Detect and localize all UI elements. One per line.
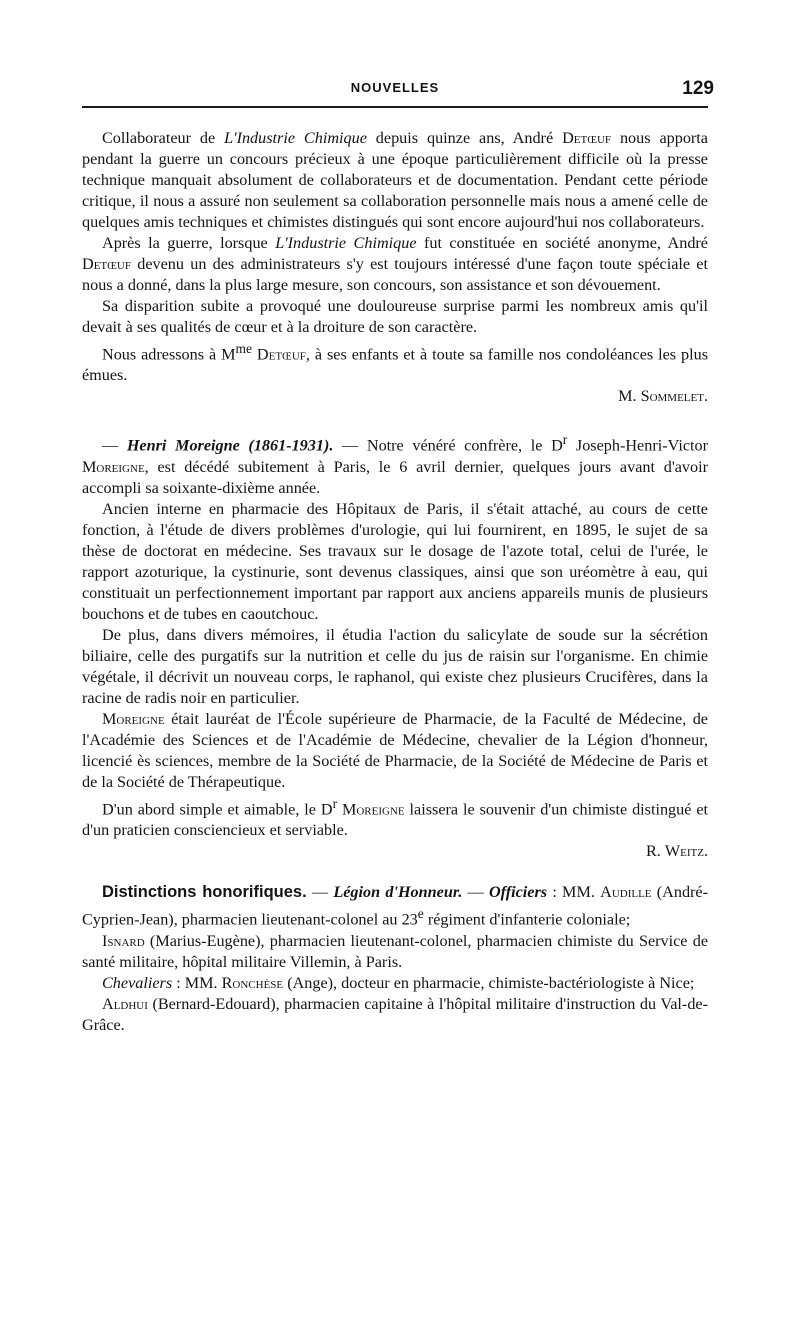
paragraph — [82, 429, 708, 498]
obituary-title: Henri Moreigne (1861-1931). — [126, 436, 334, 455]
section-gap — [82, 407, 708, 429]
text-span: devenu un des administrateurs s'y est toujours intéressé d'une façon toute spéciale et nous a donné, dans la plus large mesure, son concours, son assistance et son dévouement. — [82, 255, 708, 294]
journal-title: L'Industrie Chimique — [224, 129, 367, 147]
section-gap — [82, 862, 708, 882]
text-span: — — [102, 436, 127, 455]
text-span: était lauréat de l'École supérieure de Pharmacie, de la Faculté de Médecine, de l'Académie des Sciences et de l'Académie de Médecine, chevalier de la Légion d'honneur, licencié ès sciences, membre de la Société de Pharmacie, de la Société de Médecine de Paris et de la Société de Thérapeutique. — [82, 709, 708, 791]
rank-label: Chevaliers — [102, 973, 173, 992]
text-span: — Notre vénéré confrère, le D — [333, 436, 563, 455]
person-name: Moreigne — [82, 457, 145, 476]
article-body — [82, 128, 708, 1036]
person-name: Detœuf — [256, 345, 306, 364]
superscript: r — [332, 795, 338, 811]
paragraph — [82, 128, 708, 233]
person-name: Ronchèse — [221, 973, 284, 992]
person-name: Audille — [600, 883, 652, 902]
signature-initial: M. — [618, 387, 641, 406]
paragraph — [82, 793, 708, 841]
journal-title: L'Industrie Chimique — [275, 234, 417, 252]
text-span: régiment d'infanterie coloniale; — [423, 910, 631, 929]
order-name: Légion d'Honneur. — [333, 883, 463, 902]
signature-name: Sommelet. — [640, 387, 708, 406]
person-name: Detœuf — [82, 255, 131, 273]
text-span: Collaborateur de — [102, 129, 225, 147]
paragraph: De plus, dans divers mémoires, il étudia l'action du salicylate de soude sur la sécrétion biliaire, celle des purgatifs sur la nutrition et celle du jus de raisin sur l'organisme. En chimie végétale, il décrivit un nouveau corps, le raphanol, qui existe chez plusieurs Crucifères, dans la racine de radis noir en particulier. — [82, 625, 708, 707]
running-title: NOUVELLES — [350, 80, 440, 95]
obituary-detoeuf — [82, 128, 708, 407]
superscript: r — [562, 432, 568, 448]
obituary-moreigne — [82, 429, 708, 862]
text-span: , à ses enfants et à toute sa famille nos condoléances les plus émues. — [82, 345, 709, 385]
text-span: (Marius-Eugène), pharmacien lieutenant-colonel, pharmacien chimiste du Service de santé militaire, hôpital militaire Villemin, à Paris. — [82, 931, 708, 971]
text-span: — — [462, 883, 489, 902]
signature-name: Weitz. — [664, 842, 708, 861]
paragraph — [82, 233, 708, 296]
text-span: : MM. — [547, 883, 601, 902]
text-span: laissera le souvenir d'un chimiste distingué et d'un praticien consciencieux et serviable. — [82, 800, 708, 840]
paragraph — [82, 931, 708, 973]
person-name: Moreigne — [102, 709, 165, 728]
signature-initial: R. — [645, 842, 665, 861]
text-span: (Ange), docteur en pharmacie, chimiste-bactériologiste à Nice; — [283, 973, 695, 992]
paragraph — [82, 338, 708, 386]
text-span: nous apporta pendant la guerre un concours précieux à une époque particulièrement difficile où la presse technique manquait absolument de collaborateurs et de documentation. Pendant cette période critique, il nous a assuré non seulement sa collaboration personnelle mais nous a amené celle de quelques amis techniques et chimistes distingués qui sont encore aujourd'hui nos collaborateurs. — [82, 129, 708, 231]
page-number: 129 — [682, 78, 714, 99]
superscript: e — [417, 906, 424, 922]
rank-label: Officiers — [488, 883, 548, 902]
person-name: Isnard — [102, 931, 145, 950]
text-span: : MM. — [172, 973, 222, 992]
text-span: D'un abord simple et aimable, le D — [102, 800, 333, 819]
paragraph — [82, 994, 708, 1036]
text-span: Joseph-Henri-Victor — [567, 436, 708, 455]
signature — [82, 841, 708, 862]
text-span: Nous adressons à M — [102, 345, 236, 364]
text-span: (André-Cyprien-Jean), pharmacien lieutenant-colonel au 23 — [82, 883, 708, 929]
text-span: fut constituée en société anonyme, André — [416, 234, 708, 252]
paragraph — [82, 882, 708, 930]
person-name: Moreigne — [341, 800, 405, 819]
distinctions-section — [82, 882, 708, 1035]
superscript: me — [235, 341, 252, 356]
signature — [82, 386, 708, 407]
header-rule — [82, 106, 708, 108]
text-span: , est décédé subitement à Paris, le 6 avril dernier, quelques jours avant d'avoir accompli sa soixante-dixième année. — [82, 457, 708, 497]
text-span: (Bernard-Edouard), pharmacien capitaine à l'hôpital militaire d'instruction du Val-de-Grâce. — [82, 994, 708, 1034]
paragraph: Sa disparition subite a provoqué une douloureuse surprise parmi les nombreux amis qu'il devait à ses qualités de cœur et à la droiture de son caractère. — [82, 297, 708, 336]
section-heading: Distinctions honorifiques. — [102, 883, 307, 902]
text-span: depuis quinze ans, André — [366, 129, 563, 147]
person-name: Aldhui — [102, 994, 148, 1013]
text-span: — — [306, 883, 334, 902]
person-name: Detœuf — [562, 129, 612, 147]
paragraph — [82, 709, 708, 793]
page-header — [82, 78, 714, 100]
paragraph — [82, 973, 708, 994]
text-span: Après la guerre, lorsque — [102, 234, 276, 252]
paragraph: Ancien interne en pharmacie des Hôpitaux de Paris, il s'était attaché, au cours de cette fonction, à l'étude de divers problèmes d'urologie, qui lui fournirent, en 1895, le sujet de sa thèse de doctorat en médecine. Ses travaux sur le dosage de l'azote total, celui de l'urée, le rapport azoturique, la cystinurie, sont devenus classiques, ainsi que son uréomètre à eau, qui constituait un perfectionnement important par rapport aux anciens appareils munis de plusieurs bouchons et de tubes en caoutchouc. — [82, 499, 708, 623]
